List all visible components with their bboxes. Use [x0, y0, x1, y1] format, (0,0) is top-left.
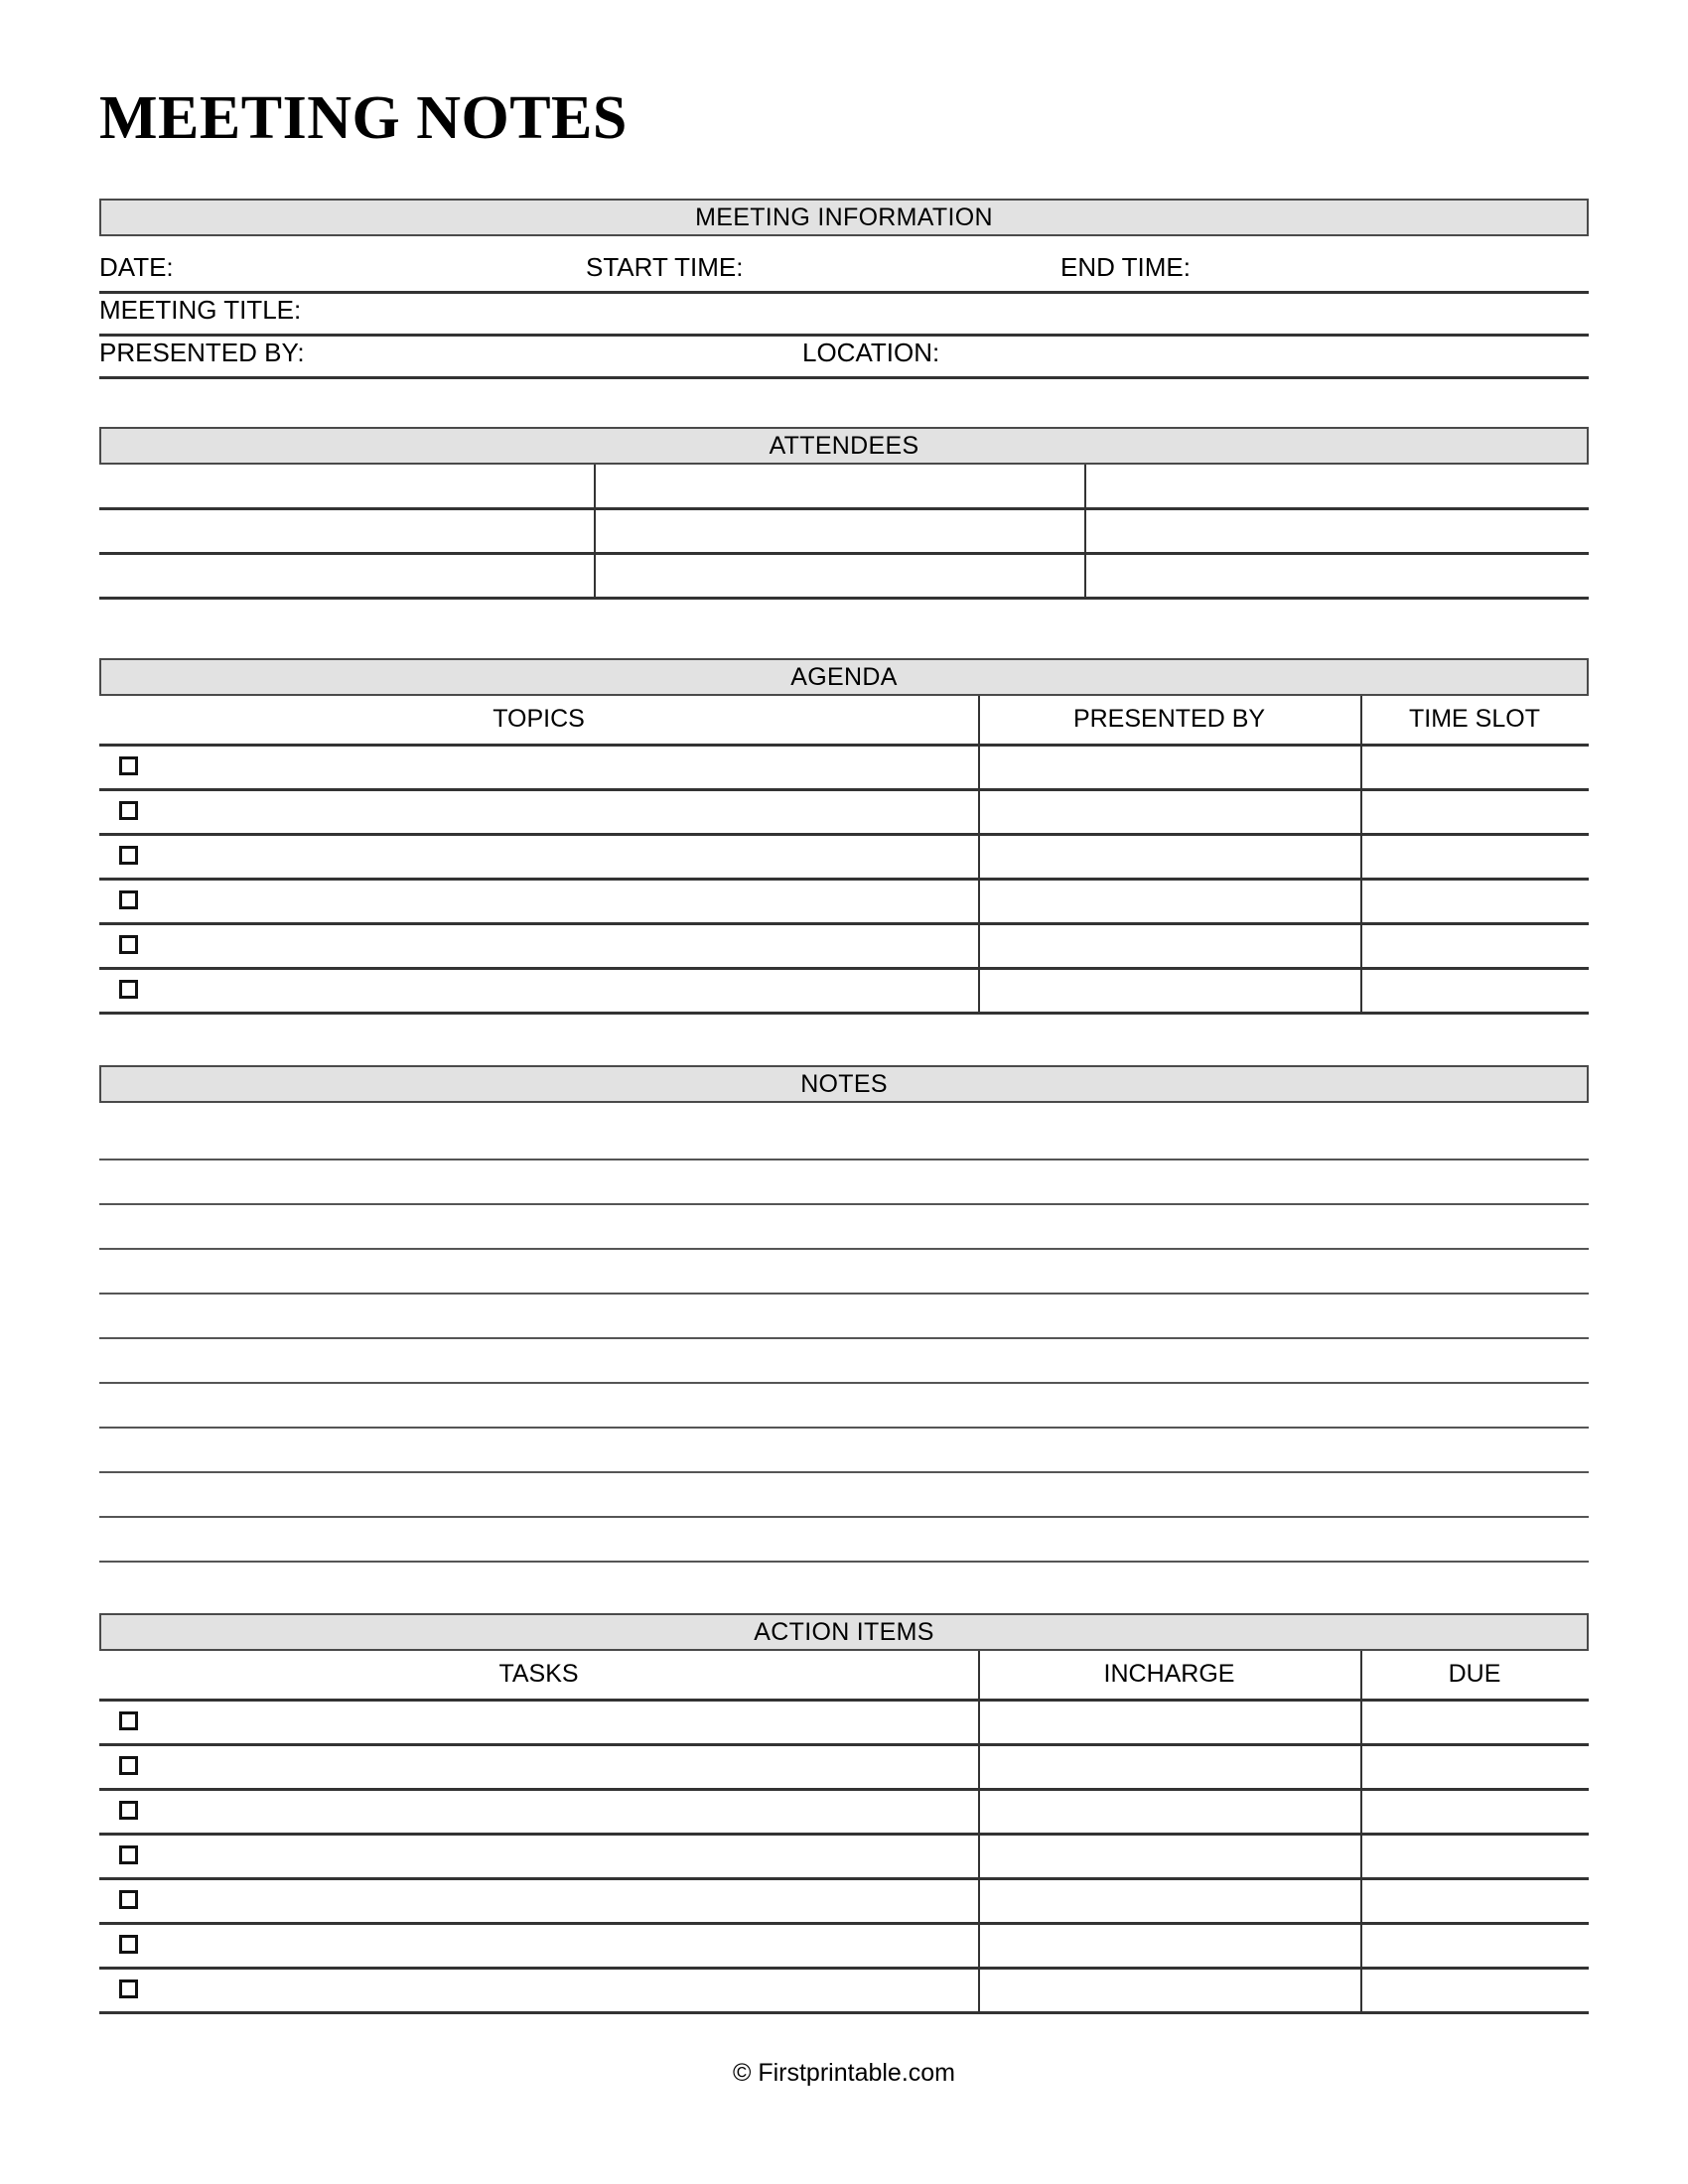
section-header-attendees	[99, 427, 1589, 465]
action-items-row-rule[interactable]	[99, 1922, 1589, 1925]
section-header-notes	[99, 1065, 1589, 1103]
notes-line[interactable]	[99, 1337, 1589, 1339]
action-items-row-rule[interactable]	[99, 1967, 1589, 1970]
section-header-action-items	[99, 1613, 1589, 1651]
page-title: MEETING NOTES	[99, 84, 628, 152]
agenda-row-checkbox[interactable]	[119, 756, 138, 775]
agenda-row-checkbox[interactable]	[119, 846, 138, 865]
notes-line[interactable]	[99, 1248, 1589, 1250]
section-header-notes-label: NOTES	[800, 1069, 888, 1098]
agenda-column-header-topics: TOPICS	[492, 705, 585, 733]
field-label-presented-by: PRESENTED BY:	[99, 338, 305, 367]
attendees-row-rule[interactable]	[99, 597, 1589, 600]
action-item-checkbox[interactable]	[119, 1756, 138, 1775]
agenda-column-divider	[978, 696, 980, 1012]
notes-line[interactable]	[99, 1203, 1589, 1205]
action-item-checkbox[interactable]	[119, 1979, 138, 1998]
section-header-meeting-information-label: MEETING INFORMATION	[695, 203, 993, 231]
section-header-action-items-label: ACTION ITEMS	[754, 1617, 934, 1646]
agenda-column-header-time-slot: TIME SLOT	[1409, 705, 1540, 733]
field-label-start-time: START TIME:	[586, 252, 744, 282]
agenda-row-rule[interactable]	[99, 1012, 1589, 1015]
field-label-end-time: END TIME:	[1060, 252, 1191, 282]
attendees-column-divider	[594, 465, 596, 597]
action-items-row-rule[interactable]	[99, 1877, 1589, 1880]
action-items-column-header-incharge: INCHARGE	[1103, 1660, 1235, 1688]
field-label-location: LOCATION:	[802, 338, 940, 367]
field-label-meeting-title: MEETING TITLE:	[99, 295, 302, 325]
section-header-agenda	[99, 658, 1589, 696]
agenda-row-rule[interactable]	[99, 878, 1589, 881]
footer-credit: © Firstprintable.com	[732, 2059, 956, 2087]
agenda-row-rule[interactable]	[99, 833, 1589, 836]
action-items-row-rule[interactable]	[99, 1788, 1589, 1791]
agenda-row-rule[interactable]	[99, 922, 1589, 925]
agenda-row-checkbox[interactable]	[119, 801, 138, 820]
notes-line[interactable]	[99, 1561, 1589, 1563]
action-item-checkbox[interactable]	[119, 1890, 138, 1909]
action-item-checkbox[interactable]	[119, 1845, 138, 1864]
notes-line[interactable]	[99, 1427, 1589, 1429]
action-items-column-divider	[1360, 1651, 1362, 2011]
field-rule-meeting-title[interactable]	[99, 334, 1589, 337]
agenda-column-divider	[1360, 696, 1362, 1012]
field-rule-date-row[interactable]	[99, 291, 1589, 294]
field-label-date: DATE:	[99, 252, 174, 282]
agenda-row-checkbox[interactable]	[119, 935, 138, 954]
notes-line[interactable]	[99, 1382, 1589, 1384]
notes-line[interactable]	[99, 1159, 1589, 1160]
action-items-header-rule	[99, 1699, 1589, 1702]
action-items-column-divider	[978, 1651, 980, 2011]
agenda-header-rule	[99, 744, 1589, 747]
notes-line[interactable]	[99, 1471, 1589, 1473]
notes-line[interactable]	[99, 1293, 1589, 1295]
action-item-checkbox[interactable]	[119, 1801, 138, 1820]
agenda-row-checkbox[interactable]	[119, 980, 138, 999]
agenda-row-rule[interactable]	[99, 788, 1589, 791]
attendees-column-divider	[1084, 465, 1086, 597]
agenda-row-checkbox[interactable]	[119, 890, 138, 909]
agenda-column-header-presented-by: PRESENTED BY	[1072, 705, 1266, 733]
attendees-row-rule[interactable]	[99, 507, 1589, 510]
action-items-row-rule[interactable]	[99, 1833, 1589, 1836]
action-items-column-header-tasks: TASKS	[498, 1660, 579, 1688]
section-header-attendees-label: ATTENDEES	[769, 431, 919, 460]
section-header-meeting-information	[99, 199, 1589, 236]
action-items-row-rule[interactable]	[99, 1743, 1589, 1746]
section-header-agenda-label: AGENDA	[790, 662, 898, 691]
attendees-row-rule[interactable]	[99, 552, 1589, 555]
notes-line[interactable]	[99, 1516, 1589, 1518]
agenda-row-rule[interactable]	[99, 967, 1589, 970]
field-rule-presented-by[interactable]	[99, 376, 1589, 379]
action-items-column-header-due: DUE	[1448, 1660, 1501, 1688]
action-item-checkbox[interactable]	[119, 1935, 138, 1954]
action-item-checkbox[interactable]	[119, 1711, 138, 1730]
action-items-row-rule[interactable]	[99, 2011, 1589, 2014]
